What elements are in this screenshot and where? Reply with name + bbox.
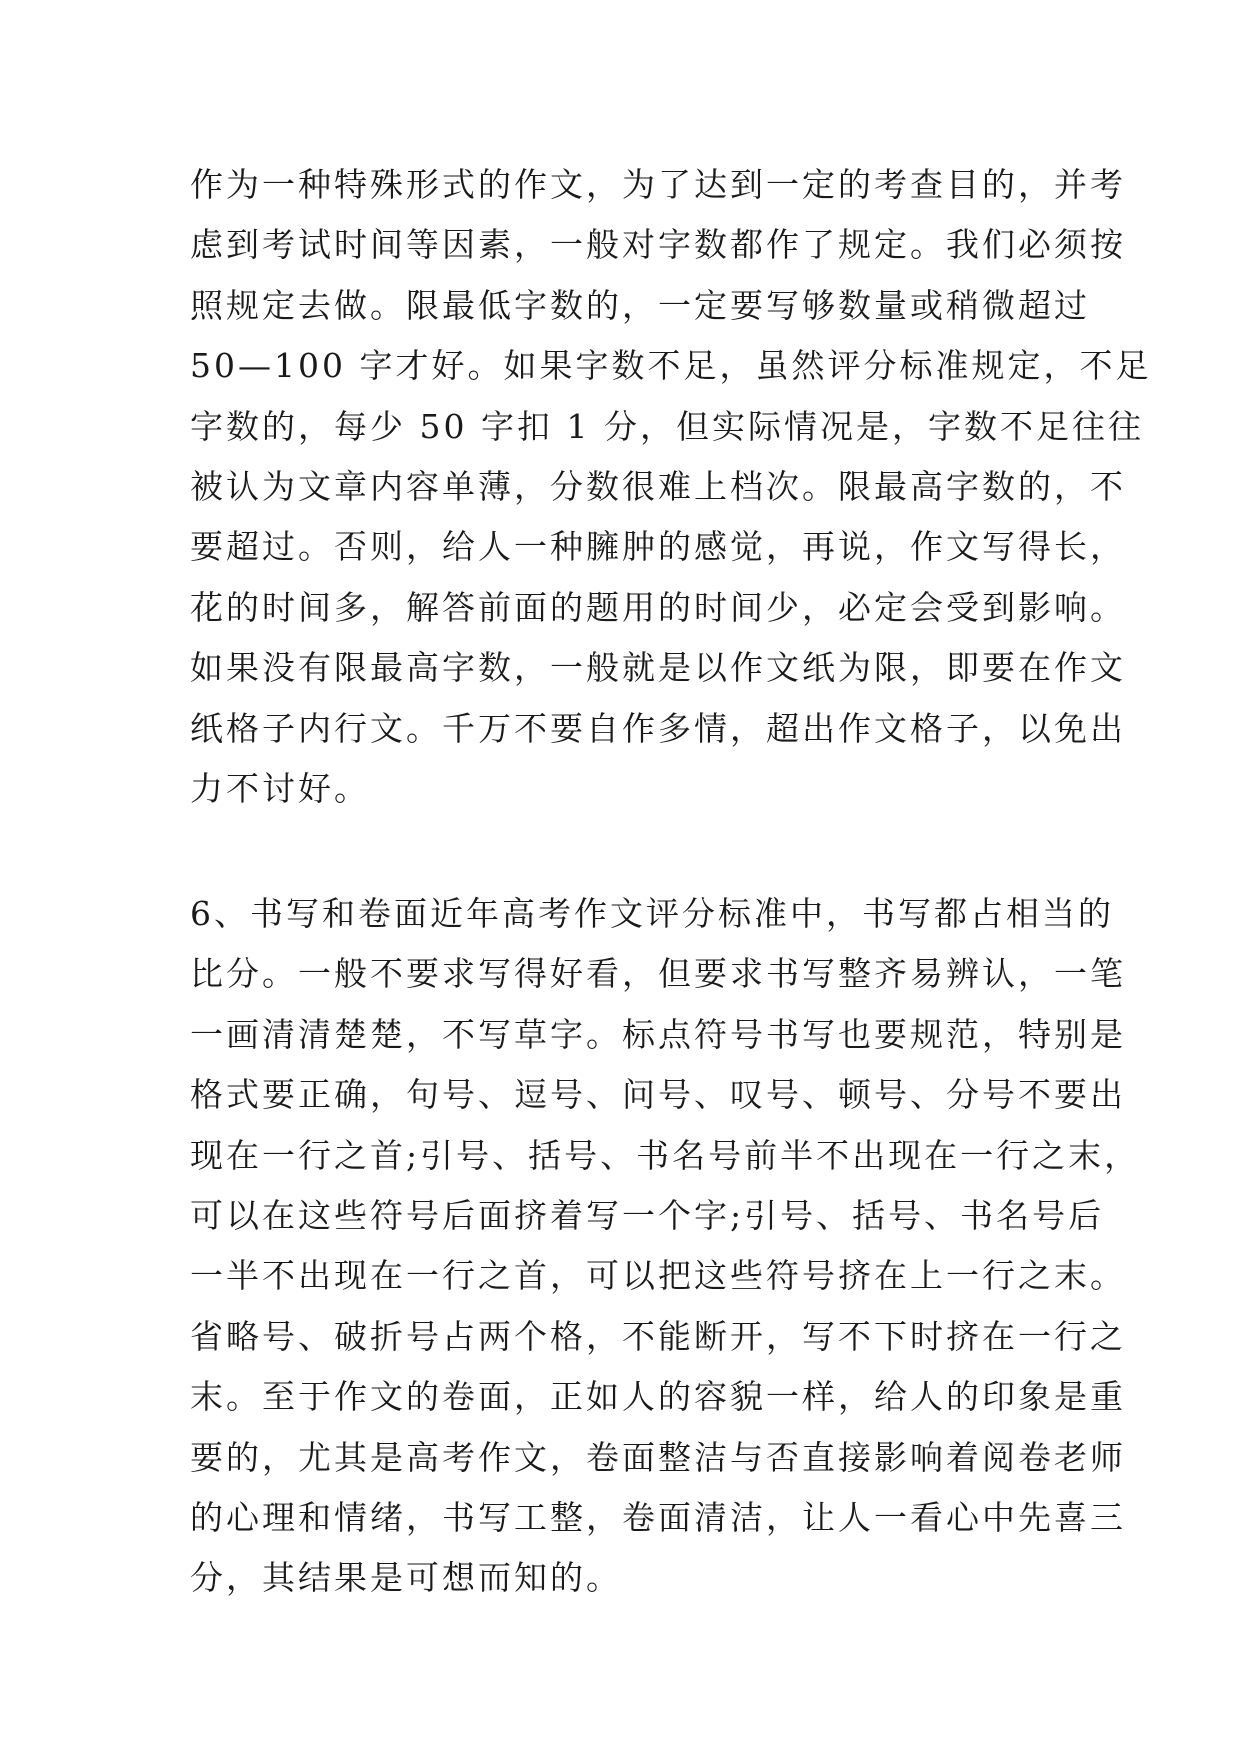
text-line: 末。至于作文的卷面，正如人的容貌一样，给人的印象是重	[190, 1377, 1126, 1417]
text-line: 字数的，每少 50 字扣 1 分，但实际情况是，字数不足往往	[190, 406, 1144, 446]
text-line: 被认为文章内容单薄，分数很难上档次。限最高字数的，不	[190, 466, 1126, 506]
text-line: 力不讨好。	[190, 768, 370, 808]
text-line: 格式要正确，句号、逗号、问号、叹号、顿号、分号不要出	[190, 1075, 1126, 1115]
text-line: 比分。一般不要求写得好看，但要求书写整齐易辨认，一笔	[190, 954, 1126, 994]
text-line: 分，其结果是可想而知的。	[190, 1558, 622, 1598]
text-line: 一画清清楚楚，不写草字。标点符号书写也要规范，特别是	[190, 1014, 1126, 1054]
text-line: 6、书写和卷面近年高考作文评分标准中，书写都占相当的	[190, 894, 1114, 933]
text-line: 虑到考试时间等因素，一般对字数都作了规定。我们必须按	[190, 225, 1126, 265]
paragraph-word-count	[190, 155, 1152, 819]
text-line: 现在一行之首;引号、括号、书名号前半不出现在一行之末，	[190, 1135, 1141, 1175]
text-line: 可以在这些符号后面挤着写一个字;引号、括号、书名号后	[190, 1195, 1105, 1235]
text-line: 的心理和情绪，书写工整，卷面清洁，让人一看心中先喜三	[190, 1497, 1126, 1537]
text-line: 50—100 字才好。如果字数不足，虽然评分标准规定，不足	[190, 346, 1152, 386]
text-line: 纸格子内行文。千万不要自作多情，超出作文格子，以免出	[190, 708, 1126, 748]
text-line: 一半不出现在一行之首，可以把这些符号挤在上一行之末。	[190, 1256, 1126, 1296]
text-line: 照规定去做。限最低字数的，一定要写够数量或稍微超过	[190, 285, 1090, 325]
text-line: 省略号、破折号占两个格，不能断开，写不下时挤在一行之	[190, 1316, 1126, 1356]
text-line: 花的时间多，解答前面的题用的时间少，必定会受到影响。	[190, 587, 1126, 627]
text-line: 要超过。否则，给人一种臃肿的感觉，再说，作文写得长，	[190, 527, 1126, 567]
text-line: 如果没有限最高字数，一般就是以作文纸为限，即要在作文	[190, 648, 1126, 688]
paragraph-handwriting	[190, 884, 1141, 1609]
text-line: 作为一种特殊形式的作文，为了达到一定的考查目的，并考	[190, 165, 1126, 204]
text-line: 要的，尤其是高考作文，卷面整洁与否直接影响着阅卷老师	[190, 1437, 1126, 1477]
